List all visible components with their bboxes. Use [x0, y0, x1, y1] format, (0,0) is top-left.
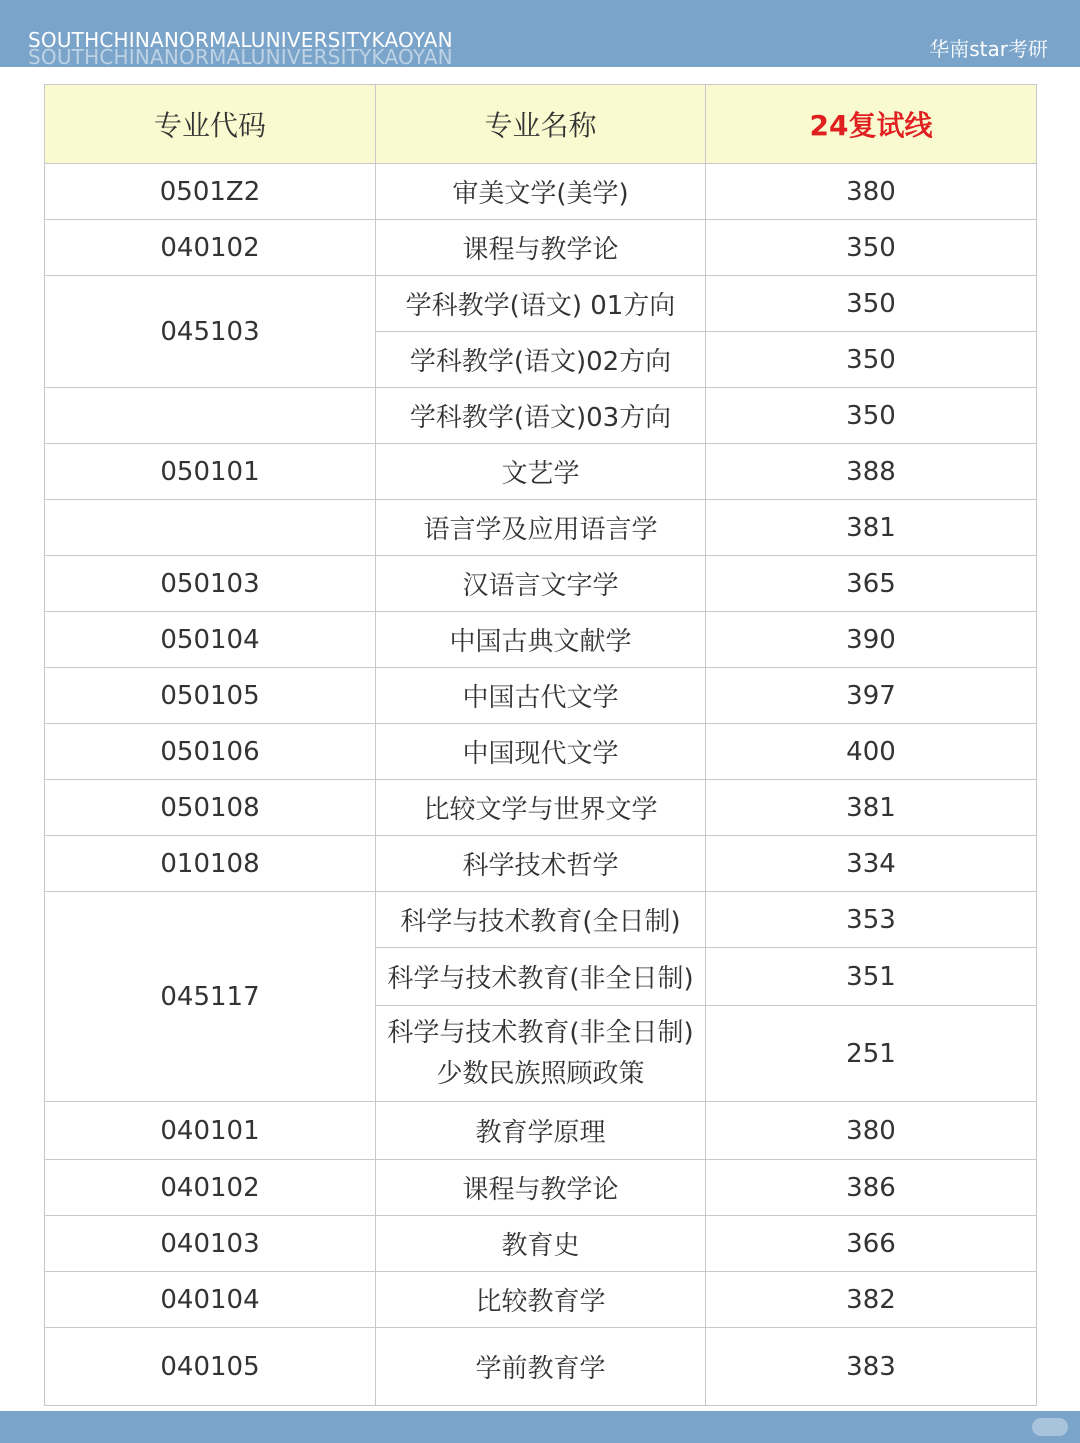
table-row [45, 1102, 1037, 1160]
table-row [45, 668, 1037, 724]
name-cell: 科学与技术教育(非全日制) [376, 948, 706, 1006]
name-cell: 中国现代文学 [376, 724, 706, 780]
name-cell: 比较教育学 [376, 1272, 706, 1328]
name-cell: 科学技术哲学 [376, 836, 706, 892]
name-cell: 学前教育学 [376, 1328, 706, 1406]
name-cell: 课程与教学论 [376, 220, 706, 276]
name-cell: 中国古典文献学 [376, 612, 706, 668]
table-row [45, 164, 1037, 220]
name-cell: 科学与技术教育(全日制) [376, 892, 706, 948]
score-cell: 388 [706, 444, 1037, 500]
table-header-row [45, 85, 1037, 164]
score-cell: 350 [706, 276, 1037, 332]
name-cell: 汉语言文字学 [376, 556, 706, 612]
table-row [45, 612, 1037, 668]
score-cell: 383 [706, 1328, 1037, 1406]
name-cell: 学科教学(语文)03方向 [376, 388, 706, 444]
name-cell [376, 1006, 706, 1102]
footer-bar [0, 1411, 1080, 1443]
score-cell: 397 [706, 668, 1037, 724]
score-cell: 350 [706, 332, 1037, 388]
table-row [45, 220, 1037, 276]
name-cell: 教育史 [376, 1216, 706, 1272]
corner-logo-mark [1032, 1418, 1068, 1436]
name-line-1: 科学与技术教育(非全日制) [387, 1018, 694, 1049]
table-row [45, 892, 1037, 948]
code-cell: 040103 [45, 1216, 376, 1272]
code-cell: 040102 [45, 1160, 376, 1216]
score-cell: 366 [706, 1216, 1037, 1272]
table-row [45, 836, 1037, 892]
name-cell: 课程与教学论 [376, 1160, 706, 1216]
table-row [45, 1328, 1037, 1406]
score-cell: 380 [706, 164, 1037, 220]
name-cell: 文艺学 [376, 444, 706, 500]
col-header-score: 24复试线 [706, 85, 1037, 164]
name-cell: 语言学及应用语言学 [376, 500, 706, 556]
name-cell: 比较文学与世界文学 [376, 780, 706, 836]
table-row [45, 1216, 1037, 1272]
code-cell: 045117 [45, 892, 376, 1102]
name-line-2: 少数民族照顾政策 [436, 1058, 645, 1089]
table-row [45, 780, 1037, 836]
code-cell: 040104 [45, 1272, 376, 1328]
score-cell: 365 [706, 556, 1037, 612]
code-cell: 050103 [45, 556, 376, 612]
score-cell: 381 [706, 780, 1037, 836]
table-row [45, 276, 1037, 332]
code-cell: 040105 [45, 1328, 376, 1406]
score-table [44, 84, 1037, 1406]
table-row [45, 500, 1037, 556]
name-cell: 中国古代文学 [376, 668, 706, 724]
code-cell: 050104 [45, 612, 376, 668]
score-cell: 334 [706, 836, 1037, 892]
code-cell: 050105 [45, 668, 376, 724]
col-header-code: 专业代码 [45, 85, 376, 164]
code-cell: 040101 [45, 1102, 376, 1160]
code-cell [45, 388, 376, 444]
table-row [45, 1272, 1037, 1328]
score-cell: 350 [706, 388, 1037, 444]
table-row [45, 724, 1037, 780]
code-cell: 0501Z2 [45, 164, 376, 220]
header-watermark-shadow: SOUTHCHINANORMALUNIVERSITYKAOYAN [28, 45, 453, 69]
score-cell: 382 [706, 1272, 1037, 1328]
code-cell: 045103 [45, 276, 376, 388]
name-cell: 学科教学(语文) 01方向 [376, 276, 706, 332]
score-cell: 400 [706, 724, 1037, 780]
score-cell: 353 [706, 892, 1037, 948]
table-row [45, 388, 1037, 444]
score-cell: 380 [706, 1102, 1037, 1160]
code-cell: 040102 [45, 220, 376, 276]
table-row [45, 444, 1037, 500]
code-cell [45, 500, 376, 556]
score-cell: 251 [706, 1006, 1037, 1102]
score-cell: 351 [706, 948, 1037, 1006]
score-cell: 381 [706, 500, 1037, 556]
score-cell: 390 [706, 612, 1037, 668]
header-bar [0, 0, 1080, 67]
code-cell: 050108 [45, 780, 376, 836]
header-watermark: SOUTHCHINANORMALUNIVERSITYKAOYAN [28, 28, 453, 52]
code-cell: 050106 [45, 724, 376, 780]
score-cell: 350 [706, 220, 1037, 276]
code-cell: 050101 [45, 444, 376, 500]
name-cell: 教育学原理 [376, 1102, 706, 1160]
code-cell: 010108 [45, 836, 376, 892]
col-header-name: 专业名称 [376, 85, 706, 164]
brand-label: 华南star考研 [929, 37, 1048, 61]
name-cell: 审美文学(美学) [376, 164, 706, 220]
table-row [45, 1160, 1037, 1216]
table-row [45, 556, 1037, 612]
score-cell: 386 [706, 1160, 1037, 1216]
name-cell: 学科教学(语文)02方向 [376, 332, 706, 388]
